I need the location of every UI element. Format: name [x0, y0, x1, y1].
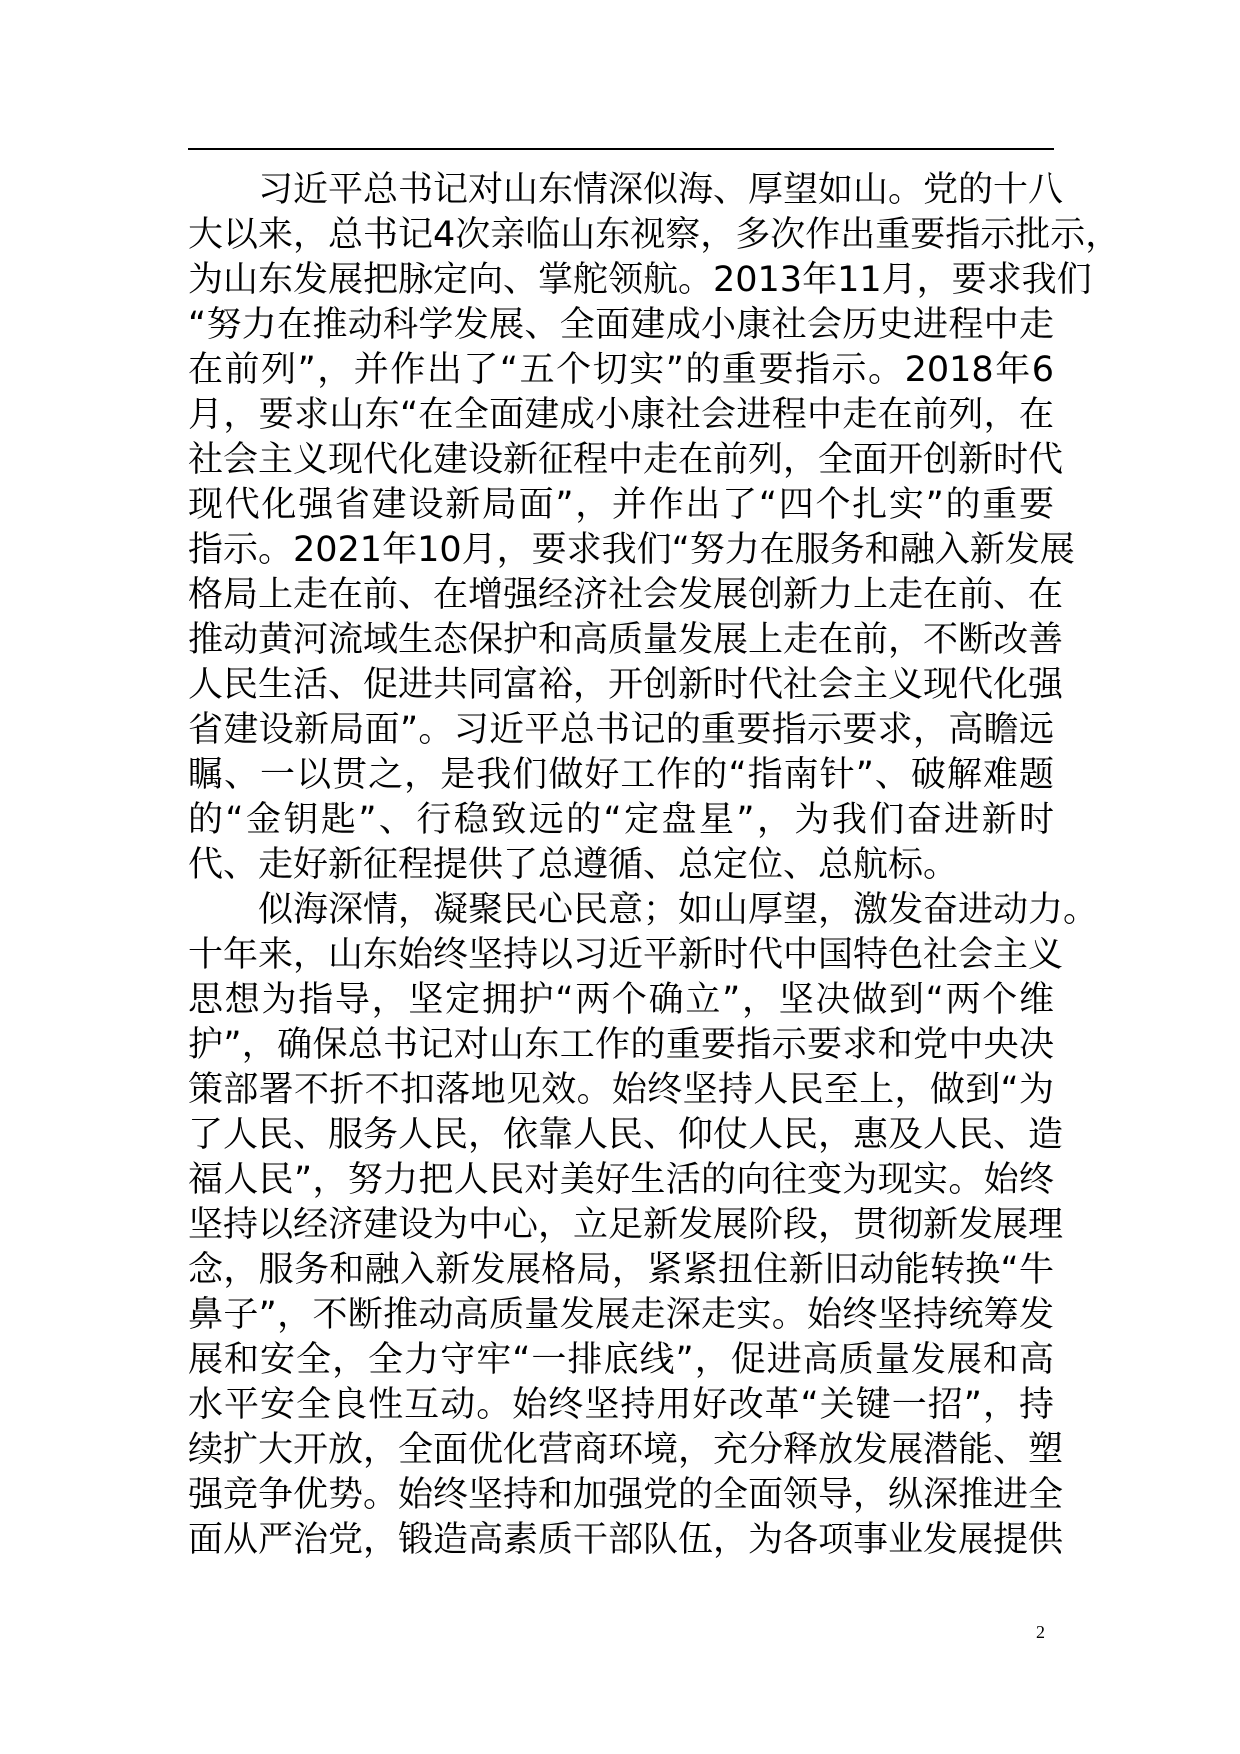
text-line: 现代化强省建设新局面”，并作出了“四个扎实”的重要: [188, 485, 1054, 525]
text-line: 省建设新局面”。习近平总书记的重要指示要求，高瞻远: [188, 710, 1054, 750]
text-line: 水平安全良性互动。始终坚持用好改革“关键一招”，持: [188, 1385, 1054, 1425]
text-line: 护”，确保总书记对山东工作的重要指示要求和党中央决: [188, 1025, 1054, 1065]
text-line: 习近平总书记对山东情深似海、厚望如山。党的十八: [258, 170, 1064, 210]
text-line: 续扩大开放，全面优化营商环境，充分释放发展潜能、塑: [188, 1430, 1064, 1470]
paragraph-1: [188, 168, 1121, 888]
text-line: 推动黄河流域生态保护和高质量发展上走在前，不断改善: [188, 620, 1064, 660]
text-line: 为山东发展把脉定向、掌舵领航。2013年11月，要求我们: [188, 260, 1092, 300]
text-line: 思想为指导，坚定拥护“两个确立”，坚决做到“两个维: [188, 980, 1054, 1020]
body-text: [188, 168, 1121, 1563]
text-line: 了人民、服务人民，依靠人民、仰仗人民，惠及人民、造: [188, 1115, 1064, 1155]
text-line: 人民生活、促进共同富裕，开创新时代社会主义现代化强: [188, 665, 1064, 705]
text-line: 大以来，总书记4次亲临山东视察，多次作出重要指示批示，: [188, 215, 1121, 255]
text-line: 强竞争优势。始终坚持和加强党的全面领导，纵深推进全: [188, 1475, 1064, 1515]
text-line: “努力在推动科学发展、全面建成小康社会历史进程中走: [188, 305, 1054, 345]
text-line: 格局上走在前、在增强经济社会发展创新力上走在前、在: [188, 575, 1064, 615]
text-line: 十年来，山东始终坚持以习近平新时代中国特色社会主义: [188, 935, 1064, 975]
text-line: 社会主义现代化建设新征程中走在前列，全面开创新时代: [188, 440, 1064, 480]
text-line: 坚持以经济建设为中心，立足新发展阶段，贯彻新发展理: [188, 1205, 1064, 1245]
text-line: 的“金钥匙”、行稳致远的“定盘星”，为我们奋进新时: [188, 800, 1054, 840]
text-line: 月，要求山东“在全面建成小康社会进程中走在前列，在: [188, 395, 1054, 435]
text-line: 似海深情，凝聚民心民意；如山厚望，激发奋进动力。: [258, 890, 1099, 930]
text-line: 策部署不折不扣落地见效。始终坚持人民至上，做到“为: [188, 1070, 1054, 1110]
text-line: 指示。2021年10月，要求我们“努力在服务和融入新发展: [188, 530, 1075, 570]
page-number: 2: [1036, 1622, 1045, 1642]
paragraph-2: [188, 888, 1099, 1563]
text-line: 念，服务和融入新发展格局，紧紧扭住新旧动能转换“牛: [188, 1250, 1054, 1290]
header-rule: [188, 148, 1054, 150]
text-line: 代、走好新征程提供了总遵循、总定位、总航标。: [188, 845, 959, 885]
text-line: 福人民”，努力把人民对美好生活的向往变为现实。始终: [188, 1160, 1054, 1200]
text-line: 瞩、一以贯之，是我们做好工作的“指南针”、破解难题: [188, 755, 1054, 795]
text-line: 面从严治党，锻造高素质干部队伍，为各项事业发展提供: [188, 1520, 1064, 1560]
text-line: 展和安全，全力守牢“一排底线”，促进高质量发展和高: [188, 1340, 1054, 1380]
text-line: 在前列”，并作出了“五个切实”的重要指示。2018年6: [188, 350, 1054, 390]
text-line: 鼻子”，不断推动高质量发展走深走实。始终坚持统筹发: [188, 1295, 1054, 1335]
